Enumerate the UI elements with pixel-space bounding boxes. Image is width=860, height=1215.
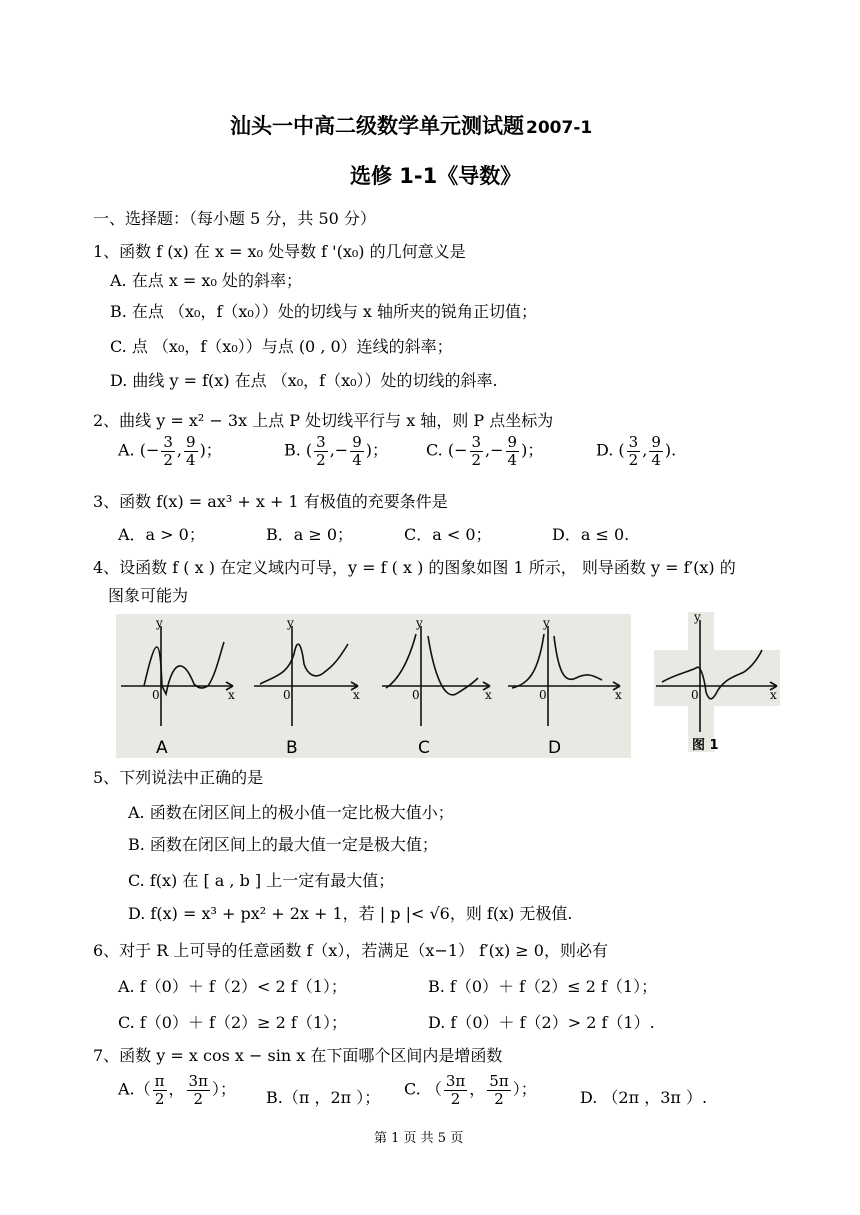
graph-d-curve	[512, 634, 602, 688]
page-subtitle: 选修 1-1《导数》	[350, 164, 522, 188]
q7-option-a: A.（ $\frac{\pi}{2}$ ， $\frac{3\pi}{2}$ ）；	[118, 1072, 236, 1108]
section-heading: 一、选择题：（每小题 5 分，共 50 分）	[93, 209, 376, 228]
q4-answer-graphs	[116, 614, 631, 758]
q1-option-c: C. 点 （x₀，f（x₀））与点 (0 , 0）连线的斜率；	[110, 337, 453, 356]
figure-1-svg	[654, 612, 780, 752]
figure-1-origin: 0	[691, 688, 699, 702]
graph-a-origin: 0	[152, 688, 160, 702]
title-text: 汕头一中高二级数学单元测试题	[230, 114, 524, 138]
graph-a-label: A	[156, 738, 168, 758]
page-footer: 第 1 页 共 5 页	[374, 1131, 464, 1146]
q7-stem: 7、函数 y = x cos x − sin x 在下面哪个区间内是增函数	[93, 1046, 503, 1065]
q6-stem: 6、对于 R 上可导的任意函数 f（x），若满足（x−1） f′(x) ≥ 0，则必有	[93, 941, 608, 960]
q2-option-b: B. ( $\frac{3}{2}$ ,− $\frac{9}{4}$ )；	[284, 433, 389, 469]
q2-option-a: A. (− $\frac{3}{2}$ , $\frac{9}{4}$ )；	[118, 433, 222, 469]
q2-option-d: D. ( $\frac{3}{2}$ , $\frac{9}{4}$ ).	[596, 433, 677, 469]
q3-stem: 3、函数 f(x) = ax³ + x + 1 有极值的充要条件是	[93, 492, 448, 511]
q7-option-c: C. （ $\frac{3\pi}{2}$ ， $\frac{5\pi}{2}$ ）；	[404, 1072, 537, 1108]
graph-b-label: B	[286, 738, 298, 758]
graph-c-x-label: x	[485, 688, 492, 702]
page-title	[230, 110, 592, 140]
q1-option-b: B. 在点 （x₀，f（x₀））处的切线与 x 轴所夹的锐角正切值；	[110, 302, 538, 321]
q5-option-d: D. f(x) = x³ + px² + 2x + 1，若 | p |< √6，则 f(x) 无极值.	[128, 904, 573, 923]
title-year: 2007-1	[526, 118, 593, 138]
graph-d-x-label: x	[615, 688, 622, 702]
figure-1-y-label: y	[694, 610, 701, 624]
q5-stem: 5、下列说法中正确的是	[93, 768, 264, 787]
q3-option-d: D．a ≤ 0.	[552, 525, 630, 544]
graph-b-x-label: x	[353, 688, 360, 702]
q1-option-d: D. 曲线 y = f(x) 在点 （x₀，f（x₀））处的切线的斜率.	[110, 371, 498, 390]
graph-d-origin: 0	[539, 688, 547, 702]
q2-stem: 2、曲线 y = x² − 3x 上点 P 处切线平行与 x 轴，则 P 点坐标为	[93, 411, 554, 430]
q5-option-c: C. f(x) 在 [ a , b ] 上一定有最大值；	[128, 871, 395, 890]
graph-c-label: C	[418, 738, 430, 758]
q3-option-b: B．a ≥ 0；	[266, 525, 354, 544]
graph-c-y-label: y	[416, 616, 423, 630]
graph-b-origin: 0	[283, 688, 291, 702]
graphs-svg	[116, 614, 631, 758]
q6-option-d: D. f（0）＋ f（2）> 2 f（1）.	[428, 1013, 655, 1032]
q1-stem: 1、函数 f (x) 在 x = x₀ 处导数 f '(x₀) 的几何意义是	[93, 242, 466, 261]
graph-c-origin: 0	[412, 688, 420, 702]
q5-option-b: B. 函数在闭区间上的最大值一定是极大值；	[128, 835, 438, 854]
q6-option-c: C. f（0）＋ f（2）≥ 2 f（1）；	[118, 1013, 347, 1032]
q7-option-b: B.（π ，2π ）；	[266, 1088, 381, 1107]
q3-option-a: A．a > 0；	[118, 525, 205, 544]
figure-1-caption: 图 1	[692, 738, 719, 753]
q1-option-a: A. 在点 x = x₀ 处的斜率；	[110, 271, 302, 290]
graph-d-y-label: y	[543, 616, 550, 630]
q3-option-c: C．a < 0；	[404, 525, 492, 544]
figure-1-x-label: x	[770, 688, 777, 702]
graph-a-y-label: y	[156, 616, 163, 630]
graph-b-curve	[260, 644, 348, 684]
graph-b-y-label: y	[287, 616, 294, 630]
graph-a-x-label: x	[228, 688, 235, 702]
q4-stem-line2: 图象可能为	[108, 586, 189, 605]
graph-d-label: D	[548, 738, 562, 758]
q7-option-d: D. （2π ，3π ）.	[580, 1088, 708, 1107]
q6-option-b: B. f（0）＋ f（2）≤ 2 f（1）；	[428, 977, 658, 996]
q4-stem: 4、设函数 f ( x ) 在定义域内可导，y = f ( x ) 的图象如图 1 所示， 则导函数 y = f′(x) 的	[93, 558, 736, 577]
q5-option-a: A. 函数在闭区间上的极小值一定比极大值小；	[128, 803, 454, 822]
q2-option-c: C. (− $\frac{3}{2}$ ,− $\frac{9}{4}$ )；	[426, 433, 544, 469]
q6-option-a: A. f（0）＋ f（2）< 2 f（1）；	[118, 977, 347, 996]
q4-figure-1	[654, 612, 780, 752]
